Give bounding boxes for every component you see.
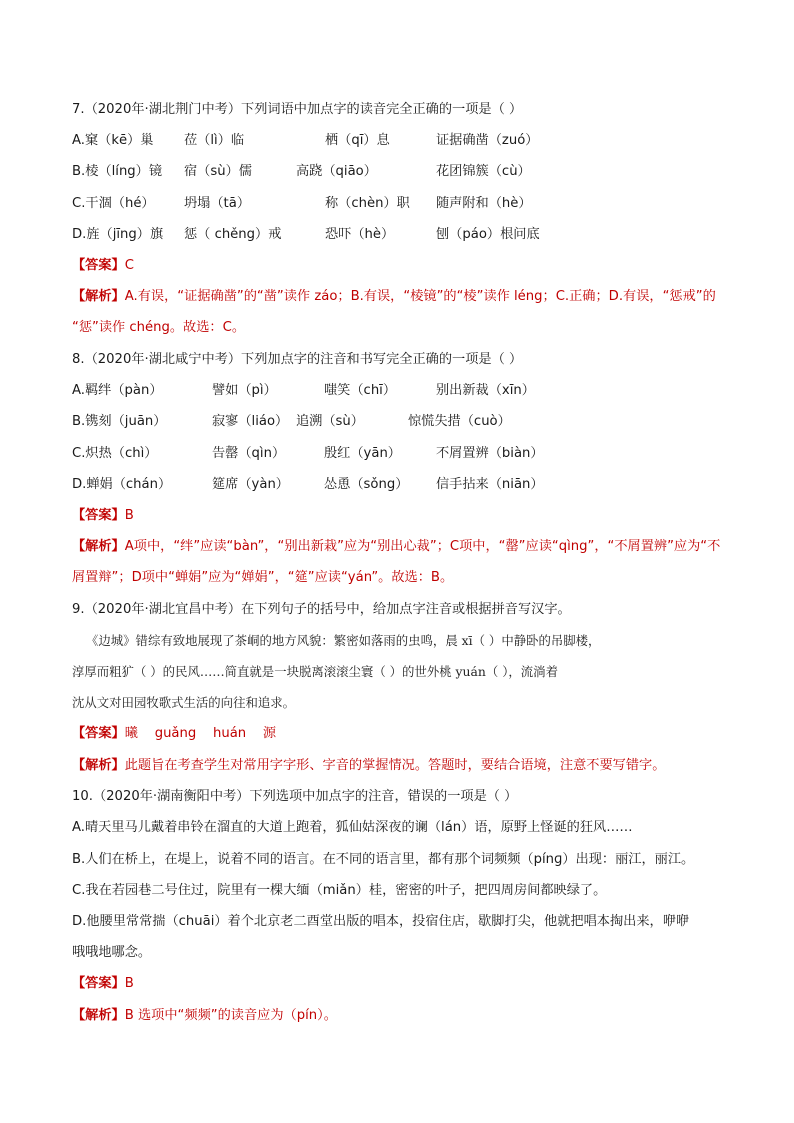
question-8-analysis [72, 537, 720, 557]
analysis-tag: 【解析】 [72, 539, 125, 554]
option-word: 怂恿（sǒng） [324, 477, 409, 492]
question-10-analysis [72, 1006, 337, 1026]
option-word: 嗤笑（chī） [324, 383, 397, 398]
question-7-stem: 7.（2020年·湖北荆门中考）下列词语中加点字的读音完全正确的一项是（ ） [72, 102, 523, 117]
analysis-text: A项中，“绊”应读“bàn”，“别出新栽”应为“别出心裁”；C项中，“罄”应读“qìng”，“不屑置辨”应为“不 [124, 539, 721, 554]
analysis-text: A.有误，“证据确凿”的“凿”读作 záo；B.有误，“棱镜”的“棱”读作 léng；C.正确；D.有误，“惩戒”的 [124, 289, 716, 304]
option-word: C.干涸（hé） [72, 196, 155, 211]
question-8-answer [72, 506, 134, 526]
option-word: C.炽热（chì） [72, 446, 158, 461]
answer-tag: 【答案】 [72, 976, 125, 991]
answer-value: C [124, 258, 134, 273]
question-10-option-c: C.我在若园巷二号住过，院里有一棵大缅（miǎn）桂，密密的叶子，把四周房间都映绿了。 [72, 883, 607, 898]
answer-value: B [124, 508, 134, 523]
question-10-option-a: A.晴天里马儿戴着串铃在溜直的大道上跑着，狐仙姑深夜的谰（lán）语，原野上怪诞的狂风…… [72, 820, 633, 835]
option-word: 筵席（yàn） [212, 477, 289, 492]
option-word: 花团锦簇（cù） [436, 164, 531, 179]
option-word: 譬如（pì） [212, 383, 277, 398]
analysis-text: 此题旨在考查学生对常用字字形、字音的掌握情况。答题时，要结合语境，注意不要写错字。 [124, 758, 666, 773]
question-9-passage-line: 沈从文对田园牧歌式生活的向往和追求。 [72, 695, 296, 710]
option-word: 刨（páo）根问底 [436, 227, 540, 242]
answer-value: 曦 guǎng huán 源 [124, 726, 277, 741]
option-word: B.镌刻（juān） [72, 414, 167, 429]
option-word: A.羁绊（pàn） [72, 383, 163, 398]
option-word: 惩（ chěng）戒 [184, 227, 282, 242]
option-word: D.旌（jīng）旗 [72, 227, 164, 242]
option-word: A.窠（kē）巢 [72, 133, 154, 148]
option-word: 不屑置辨（biàn） [436, 446, 544, 461]
question-9-stem: 9.（2020年·湖北宜昌中考）在下列句子的括号中，给加点字注音或根据拼音写汉字。 [72, 602, 571, 617]
answer-tag: 【答案】 [72, 508, 125, 523]
option-word: 称（chèn）职 [325, 196, 410, 211]
option-word: 别出新裁（xīn） [436, 383, 535, 398]
question-7-analysis [72, 287, 716, 307]
option-word: 恐吓（hè） [325, 227, 395, 242]
question-10-option-d-cont: 哦哦地哪念。 [72, 945, 152, 960]
question-9-analysis [72, 756, 665, 776]
answer-value: B [124, 976, 134, 991]
question-10-option-b: B.人们在桥上，在堤上，说着不同的语言。在不同的语言里，都有那个词频频（pínɡ）出现：丽江，丽江。 [72, 852, 695, 867]
answer-tag: 【答案】 [72, 726, 125, 741]
option-word: 随声附和（hè） [436, 196, 532, 211]
question-8-analysis-cont: 屑置辩”；D项中“蝉娟”应为“婵娟”，“筵”应读“yán”。故选：B。 [72, 570, 454, 585]
question-7-answer [72, 256, 134, 276]
option-word: 寂寥（liáo） [212, 414, 289, 429]
option-word: 栖（qī）息 [325, 133, 390, 148]
option-word: 殷红（yān） [324, 446, 401, 461]
option-word: 信手拈来（niān） [436, 477, 544, 492]
question-9-answer [72, 724, 276, 744]
question-9-passage-line: 《边城》错综有致地展现了茶峒的地方风貌：繁密如落雨的虫鸣，晨 xī（ ）中静卧的吊脚楼， [86, 633, 601, 648]
option-word: 高跷（qiāo） [296, 164, 377, 179]
analysis-text: B 选项中“频频”的读音应为（pín）。 [124, 1008, 337, 1023]
option-word: 追溯（sù） [296, 414, 364, 429]
option-word: B.棱（líng）镜 [72, 164, 163, 179]
analysis-tag: 【解析】 [72, 1008, 125, 1023]
question-7-analysis-cont: “惩”读作 chéng。故选：C。 [72, 320, 246, 335]
answer-tag: 【答案】 [72, 258, 125, 273]
question-10-answer [72, 974, 134, 994]
question-9-passage-line: 淳厚而粗犷（ ）的民风……简直就是一块脱离滚滚尘寰（ ）的世外桃 yuán（ ），流淌着 [72, 664, 558, 679]
question-10-stem: 10.（2020年·湖南衡阳中考）下列选项中加点字的注音，错误的一项是（ ） [72, 789, 518, 804]
option-word: 坍塌（tā） [184, 196, 251, 211]
option-word: 宿（sù）儒 [184, 164, 252, 179]
option-word: 惊慌失措（cuò） [408, 414, 511, 429]
analysis-tag: 【解析】 [72, 758, 125, 773]
question-8-stem: 8.（2020年·湖北咸宁中考）下列加点字的注音和书写完全正确的一项是（ ） [72, 352, 523, 367]
option-word: 莅（lì）临 [184, 133, 245, 148]
option-word: 证据确凿（zuó） [436, 133, 539, 148]
analysis-tag: 【解析】 [72, 289, 125, 304]
question-10-option-d: D.他腰里常常揣（chuāi）着个北京老二酉堂出版的唱本，投宿住店，歇脚打尖，他就把唱本掏出来，咿咿 [72, 914, 690, 929]
option-word: 告罄（qìn） [212, 446, 286, 461]
option-word: D.蝉娟（chán） [72, 477, 172, 492]
